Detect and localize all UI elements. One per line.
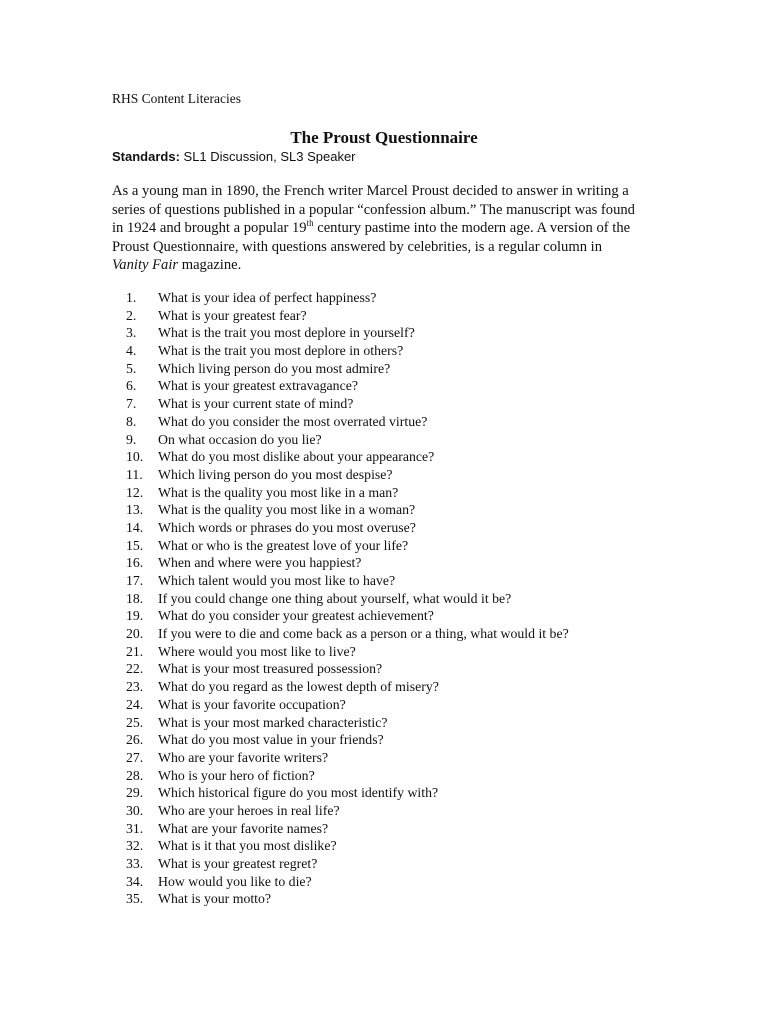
question-text: What is the quality you most like in a woman? [158,502,416,518]
question-item [126,554,666,572]
magazine-title: Vanity Fair [112,257,179,273]
question-text: What is your greatest fear? [158,307,307,323]
question-number: 20. [126,626,144,642]
question-number: 1. [126,290,137,305]
question-text: Who are your heroes in real life? [158,802,340,818]
question-item [126,607,666,625]
question-text: What is your motto? [158,891,272,907]
question-item [126,395,666,413]
question-item [126,307,666,325]
question-text: What is your favorite occupation? [158,696,346,712]
question-text: Which historical figure do you most identify with? [158,785,439,801]
question-number: 5. [126,360,137,376]
question-number: 4. [126,343,137,359]
question-number: 33. [126,856,144,871]
question-text: When and where were you happiest? [158,555,362,571]
intro-line: As a young man in 1890, the French writer Marcel Proust decided to answer in writing a [112,183,629,199]
question-item [126,519,666,537]
question-number: 25. [126,714,144,730]
question-number: 8. [126,413,137,429]
question-number: 19. [126,608,144,624]
question-number: 31. [126,820,144,836]
question-number: 32. [126,838,144,854]
question-item [126,324,666,342]
question-text: What is your most marked characteristic? [158,714,388,730]
question-text: Which talent would you most like to have? [158,573,396,588]
intro-text: in 1924 and brought a popular 19 [112,220,307,236]
ordinal-superscript: th [306,218,314,228]
question-item [126,572,666,590]
question-number: 17. [126,573,144,588]
question-number: 3. [126,325,137,341]
question-text: What is the trait you most deplore in others? [158,343,404,359]
question-text: What is your greatest regret? [158,856,318,871]
question-item [126,678,666,696]
question-item [126,767,666,785]
intro-line [112,256,657,275]
question-item [126,413,666,431]
question-number: 29. [126,785,144,801]
question-item [126,431,666,449]
question-item [126,360,666,378]
intro-text: magazine. [178,257,242,273]
question-text: What is your current state of mind? [158,396,354,412]
question-item [126,484,666,502]
standards-value: SL1 Discussion, SL3 Speaker [183,149,356,164]
question-item [126,466,666,484]
question-item [126,696,666,714]
intro-text: century pastime into the modern age. A version of the [313,220,631,236]
question-text: On what occasion do you lie? [158,431,322,447]
question-item [126,714,666,732]
question-number: 28. [126,767,144,783]
question-item [126,537,666,555]
question-item [126,643,666,661]
question-number: 18. [126,590,144,606]
question-item [126,289,666,307]
question-item [126,855,666,873]
intro-paragraph [112,182,657,275]
question-text: Who is your hero of fiction? [158,767,315,783]
question-number: 14. [126,519,144,535]
question-text: What is your most treasured possession? [158,661,383,677]
question-item [126,784,666,802]
question-text: Which words or phrases do you most overuse? [158,519,416,535]
question-number: 22. [126,661,144,677]
question-item [126,820,666,838]
page-header: RHS Content Literacies [112,91,241,106]
question-number: 24. [126,696,144,712]
question-text: Where would you most like to live? [158,643,356,659]
question-number: 34. [126,873,144,889]
question-item [126,890,666,908]
question-list [126,289,666,908]
question-text: Who are your favorite writers? [158,749,329,765]
question-item [126,731,666,749]
question-item [126,660,666,678]
question-item [126,342,666,360]
question-number: 16. [126,555,144,571]
question-number: 23. [126,679,144,695]
question-item [126,501,666,519]
question-number: 15. [126,537,144,553]
intro-line: Proust Questionnaire, with questions answered by celebrities, is a regular column in [112,238,602,255]
question-number: 26. [126,732,144,748]
question-text: What is your idea of perfect happiness? [158,290,377,305]
question-number: 27. [126,749,144,765]
question-text: What is it that you most dislike? [158,838,337,854]
question-text: What are your favorite names? [158,820,329,836]
question-text: What is the trait you most deplore in yourself? [158,325,415,341]
question-number: 2. [126,307,137,323]
question-number: 13. [126,502,144,518]
question-text: What or who is the greatest love of your life? [158,537,409,553]
question-text: What is the quality you most like in a man? [158,484,399,500]
question-item [126,625,666,643]
question-text: If you were to die and come back as a person or a thing, what would it be? [158,626,569,642]
question-item [126,448,666,466]
question-number: 21. [126,643,144,659]
question-item [126,802,666,820]
question-text: How would you like to die? [158,873,312,889]
intro-line: series of questions published in a popular “confession album.” The manuscript was found [112,201,635,218]
standards-label: Standards: [112,149,180,164]
question-item [126,377,666,395]
question-text: What do you most value in your friends? [158,732,384,748]
question-text: If you could change one thing about yourself, what would it be? [158,590,512,606]
question-text: Which living person do you most despise? [158,466,393,482]
question-number: 11. [126,466,143,482]
intro-line [112,219,657,238]
standards-line [112,149,356,164]
question-text: What do you most dislike about your appearance? [158,449,435,465]
question-number: 9. [126,431,137,447]
question-text: What is your greatest extravagance? [158,378,358,394]
question-number: 7. [126,396,137,412]
question-number: 35. [126,891,144,907]
question-number: 12. [126,484,144,500]
question-item [126,837,666,855]
question-number: 30. [126,802,144,818]
question-number: 10. [126,449,144,465]
page-title: The Proust Questionnaire [290,128,478,147]
question-item [126,749,666,767]
question-text: What do you consider the most overrated virtue? [158,413,428,429]
question-text: What do you consider your greatest achievement? [158,608,434,624]
question-item [126,590,666,608]
question-number: 6. [126,378,137,394]
question-text: Which living person do you most admire? [158,360,391,376]
question-text: What do you regard as the lowest depth of misery? [158,679,439,695]
question-item [126,873,666,891]
